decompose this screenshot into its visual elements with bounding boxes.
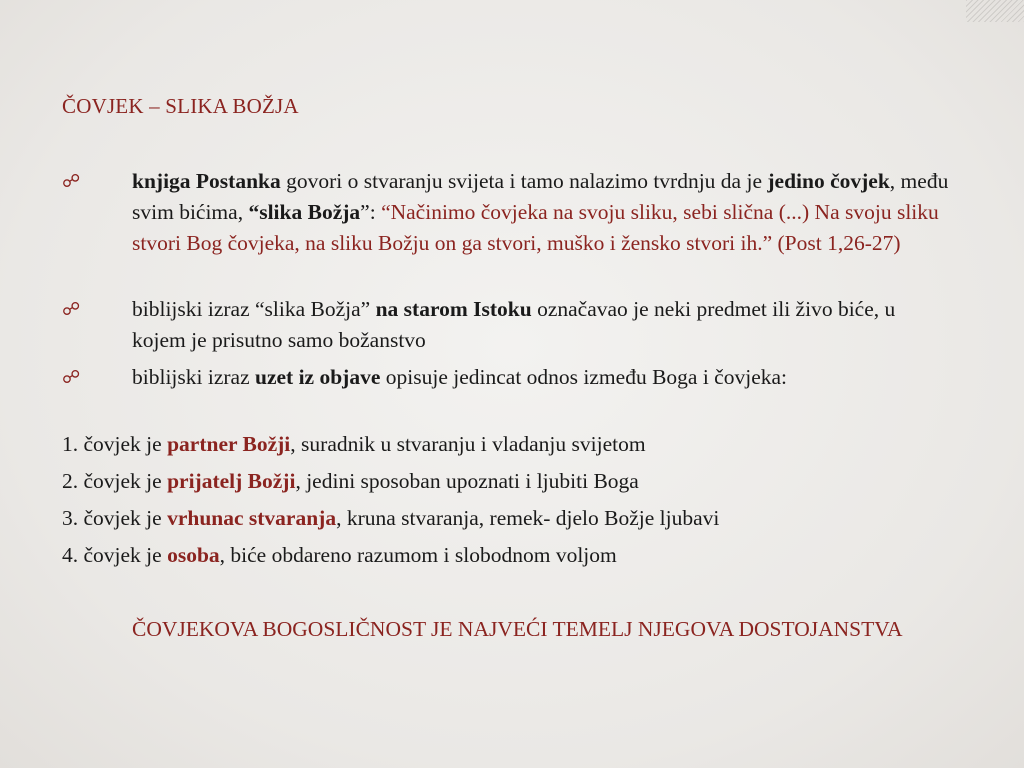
list-item bbox=[62, 503, 719, 534]
text: , jedini sposoban upoznati i ljubiti Boga bbox=[295, 469, 639, 493]
text: 1. čovjek je bbox=[62, 432, 168, 456]
double-link-bullet-icon: ☍ bbox=[62, 171, 81, 191]
bullet-text bbox=[132, 294, 952, 356]
key-term: vrhunac stvaranja bbox=[167, 506, 337, 530]
double-link-bullet-icon: ☍ bbox=[62, 367, 81, 387]
text: govori o stvaranju svijeta i tamo nalazimo tvrdnju da je bbox=[280, 169, 768, 193]
key-term: osoba bbox=[167, 543, 220, 567]
text: 3. čovjek je bbox=[62, 506, 168, 530]
text: , kruna stvaranja, remek- djelo Božje ljubavi bbox=[336, 506, 720, 530]
text: biblijski izraz bbox=[132, 365, 255, 389]
scripture-quote: “Načinimo čovjeka na svoju sliku, sebi slična (...) Na svoju sliku stvori Bog čovjeka, na sliku Božju on ga stvori, muško i žensko stvori ih.” (Post 1,26-27) bbox=[132, 200, 939, 255]
text: , suradnik u stvaranju i vladanju svijetom bbox=[290, 432, 646, 456]
bullet-objava bbox=[62, 362, 962, 393]
text: opisuje jedincat odnos između Boga i čovjeka: bbox=[380, 365, 788, 389]
text: biblijski izraz “slika Božja” bbox=[132, 297, 376, 321]
bold-text: na starom Istoku bbox=[375, 297, 532, 321]
bold-text: “slika Božja bbox=[248, 200, 361, 224]
text: ”: bbox=[360, 200, 382, 224]
bold-text: jedino čovjek bbox=[767, 169, 890, 193]
text: , biće obdareno razumom i slobodnom voljom bbox=[219, 543, 617, 567]
text: 4. čovjek je bbox=[62, 543, 168, 567]
text: 2. čovjek je bbox=[62, 469, 168, 493]
key-term: prijatelj Božji bbox=[167, 469, 296, 493]
corner-decoration bbox=[966, 0, 1024, 22]
key-term: partner Božji bbox=[167, 432, 291, 456]
list-item bbox=[62, 429, 646, 460]
slide-title: ČOVJEK – SLIKA BOŽJA bbox=[62, 94, 299, 118]
bold-text: uzet iz objave bbox=[255, 365, 381, 389]
text: označavao je neki predmet ili živo biće, u kojem je prisutno samo božanstvo bbox=[132, 297, 896, 352]
bullet-text bbox=[132, 166, 952, 259]
text: , među svim bićima, bbox=[132, 169, 949, 224]
list-item bbox=[62, 466, 639, 497]
conclusion-text: ČOVJEKOVA BOGOSLIČNOST JE NAJVEĆI TEMELJ NJEGOVA DOSTOJANSTVA bbox=[132, 617, 903, 641]
bold-text: knjiga Postanka bbox=[132, 169, 281, 193]
bullet-postanak bbox=[62, 166, 962, 259]
list-item bbox=[62, 540, 617, 571]
double-link-bullet-icon: ☍ bbox=[62, 299, 81, 319]
bullet-stari-istok bbox=[62, 294, 962, 356]
bullet-text bbox=[132, 362, 952, 393]
